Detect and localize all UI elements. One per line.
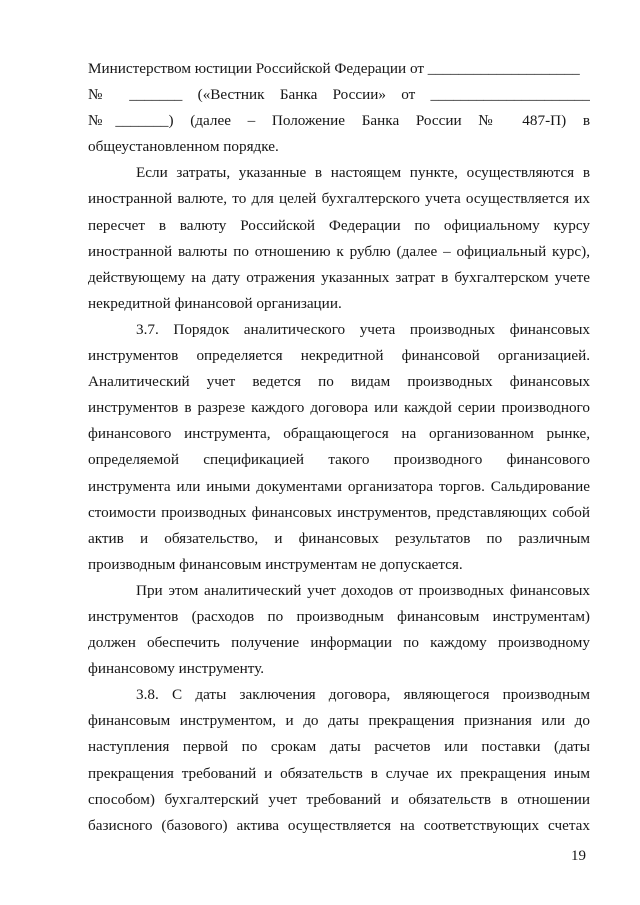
text-line: производным финансовым инструментам не допускается. xyxy=(88,555,463,573)
text-line: общеустановленном порядке. xyxy=(88,138,279,156)
text-line: должен обеспечить получение информации по каждому производному xyxy=(88,634,590,652)
text-line: способом) бухгалтерский учет требований и обязательств в отношении xyxy=(88,790,590,808)
document-body xyxy=(88,56,590,839)
text-line: инструментов в разрезе каждого договора или каждой серии производного xyxy=(88,399,590,417)
text-line: актив и обязательство, и финансовых результатов по различным xyxy=(88,529,590,547)
text-line: финансового инструмента, обращающегося на организованном рынке, xyxy=(88,425,590,443)
text-line: действующему на дату отражения указанных затрат в бухгалтерском учете xyxy=(88,268,590,286)
text-line: иностранной валюте, то для целей бухгалтерского учета осуществляется их xyxy=(88,190,590,208)
text-line: №_______) (далее – Положение Банка России № 487-П) в xyxy=(88,112,590,130)
page-number: 19 xyxy=(571,848,586,864)
text-line: финансовым инструментом, и до даты прекращения признания или до xyxy=(88,712,590,730)
text-line: инструментов определяется некредитной финансовой организацией. xyxy=(88,347,590,365)
text-line: финансовому инструменту. xyxy=(88,660,265,678)
text-line: пересчет в валюту Российской Федерации по официальному курсу xyxy=(88,216,590,234)
text-line: базисного (базового) актива осуществляется на соответствующих счетах xyxy=(88,816,590,834)
text-line: прекращения требований и обязательств в случае их прекращения иным xyxy=(88,764,590,782)
text-line: иностранной валюты по отношению к рублю (далее – официальный курс), xyxy=(88,242,590,260)
text-line: 3.7. Порядок аналитического учета производных финансовых xyxy=(136,320,590,338)
text-line: инструментов (расходов по производным финансовым инструментам) xyxy=(88,607,590,625)
text-line: Если затраты, указанные в настоящем пункте, осуществляются в xyxy=(136,164,590,182)
text-line: некредитной финансовой организации. xyxy=(88,294,342,312)
text-line: № _______ («Вестник Банка России» от _____________________ xyxy=(88,86,590,104)
text-line: наступления первой по срокам даты расчетов или поставки (даты xyxy=(88,738,590,756)
text-line: Министерством юстиции Российской Федерации от ____________________ xyxy=(88,60,580,77)
text-line: 3.8. С даты заключения договора, являющегося производным xyxy=(136,686,590,704)
text-line: инструмента или иными документами организатора торгов. Сальдирование xyxy=(88,477,590,495)
text-line: Аналитический учет ведется по видам производных финансовых xyxy=(88,373,590,391)
text-line: определяемой спецификацией такого производного финансового xyxy=(88,451,590,469)
text-line: При этом аналитический учет доходов от производных финансовых xyxy=(136,581,590,599)
text-line: стоимости производных финансовых инструментов, представляющих собой xyxy=(88,503,590,521)
